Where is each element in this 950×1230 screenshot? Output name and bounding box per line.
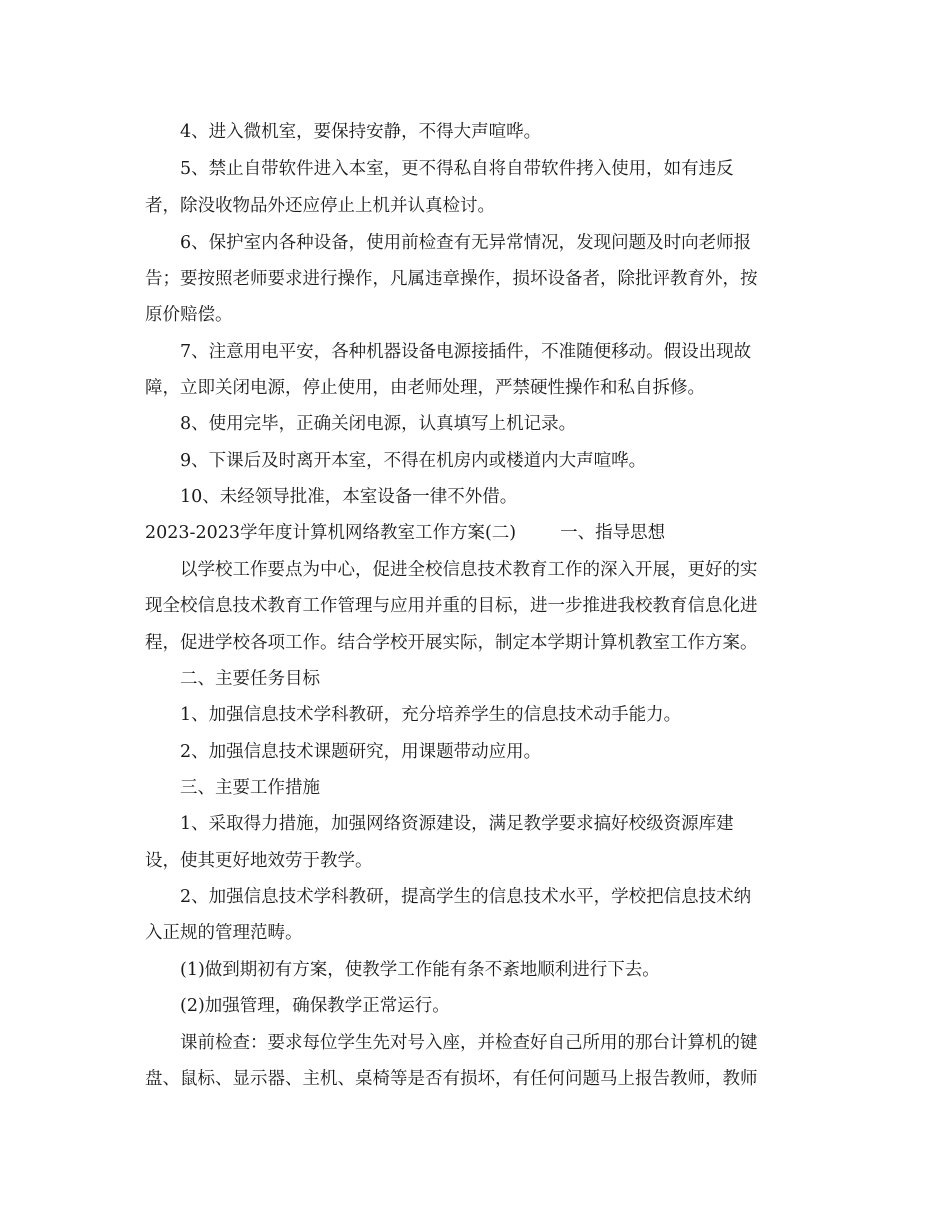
section-title-line: [0, 521, 950, 545]
paragraph-line: 程，促进学校各项工作。结合学校开展实际，制定本学期计算机教室工作方案。: [145, 633, 758, 653]
paragraph-line: 5、禁止自带软件进入本室，更不得私自将自带软件拷入使用，如有违反: [180, 159, 734, 179]
paragraph-line: 8、使用完毕，正确关闭电源，认真填写上机记录。: [180, 414, 577, 434]
paragraph-line: 2、加强信息技术学科教研，提高学生的信息技术水平，学校把信息技术纳: [180, 887, 752, 907]
paragraph-line: 4、进入微机室，要保持安静，不得大声喧哗。: [180, 122, 542, 142]
paragraph-line: 1、加强信息技术学科教研，充分培养学生的信息技术动手能力。: [180, 705, 682, 725]
paragraph-line: 1、采取得力措施，加强网络资源建设，满足教学要求搞好校级资源库建: [180, 814, 734, 834]
paragraph-line: 设，使其更好地效劳于教学。: [145, 851, 373, 871]
paragraph-line: 告；要按照老师要求进行操作，凡属违章操作，损坏设备者，除批评教育外，按: [145, 269, 758, 289]
paragraph-line: 者，除没收物品外还应停止上机并认真检讨。: [145, 196, 495, 216]
paragraph-line: 原价赔偿。: [145, 305, 233, 325]
paragraph-line: 现全校信息技术教育工作管理与应用并重的目标，进一步推进我校教育信息化进: [145, 596, 758, 616]
section-heading: 一、指导思想: [560, 523, 666, 543]
paragraph-line: 9、下课后及时离开本室，不得在机房内或楼道内大声喧哗。: [180, 451, 647, 471]
document-title: 2023-2023学年度计算机网络教室工作方案(二): [145, 523, 517, 543]
section-heading: 二、主要任务目标: [180, 669, 320, 689]
paragraph-line: 7、注意用电平安，各种机器设备电源接插件，不准随便移动。假设出现故: [180, 342, 752, 362]
paragraph-line: (2)加强管理，确保教学正常运行。: [180, 996, 450, 1016]
paragraph-line: 6、保护室内各种设备，使用前检查有无异常情况，发现问题及时向老师报: [180, 233, 752, 253]
paragraph-line: 盘、鼠标、显示器、主机、桌椅等是否有损坏，有任何问题马上报告教师，教师: [145, 1069, 758, 1089]
paragraph-line: 2、加强信息技术课题研究，用课题带动应用。: [180, 742, 542, 762]
paragraph-line: (1)做到期初有方案，使教学工作能有条不紊地顺利进行下去。: [180, 960, 660, 980]
paragraph-line: 入正规的管理范畴。: [145, 923, 303, 943]
paragraph-line: 10、未经领导批准，本室设备一律不外借。: [180, 487, 518, 507]
section-heading: 三、主要工作措施: [180, 778, 320, 798]
paragraph-line: 以学校工作要点为中心，促进全校信息技术教育工作的深入开展，更好的实: [180, 560, 758, 580]
paragraph-line: 障，立即关闭电源，停止使用，由老师处理，严禁硬性操作和私自拆修。: [145, 378, 705, 398]
paragraph-line: 课前检查：要求每位学生先对号入座，并检查好自己所用的那台计算机的键: [180, 1033, 758, 1053]
